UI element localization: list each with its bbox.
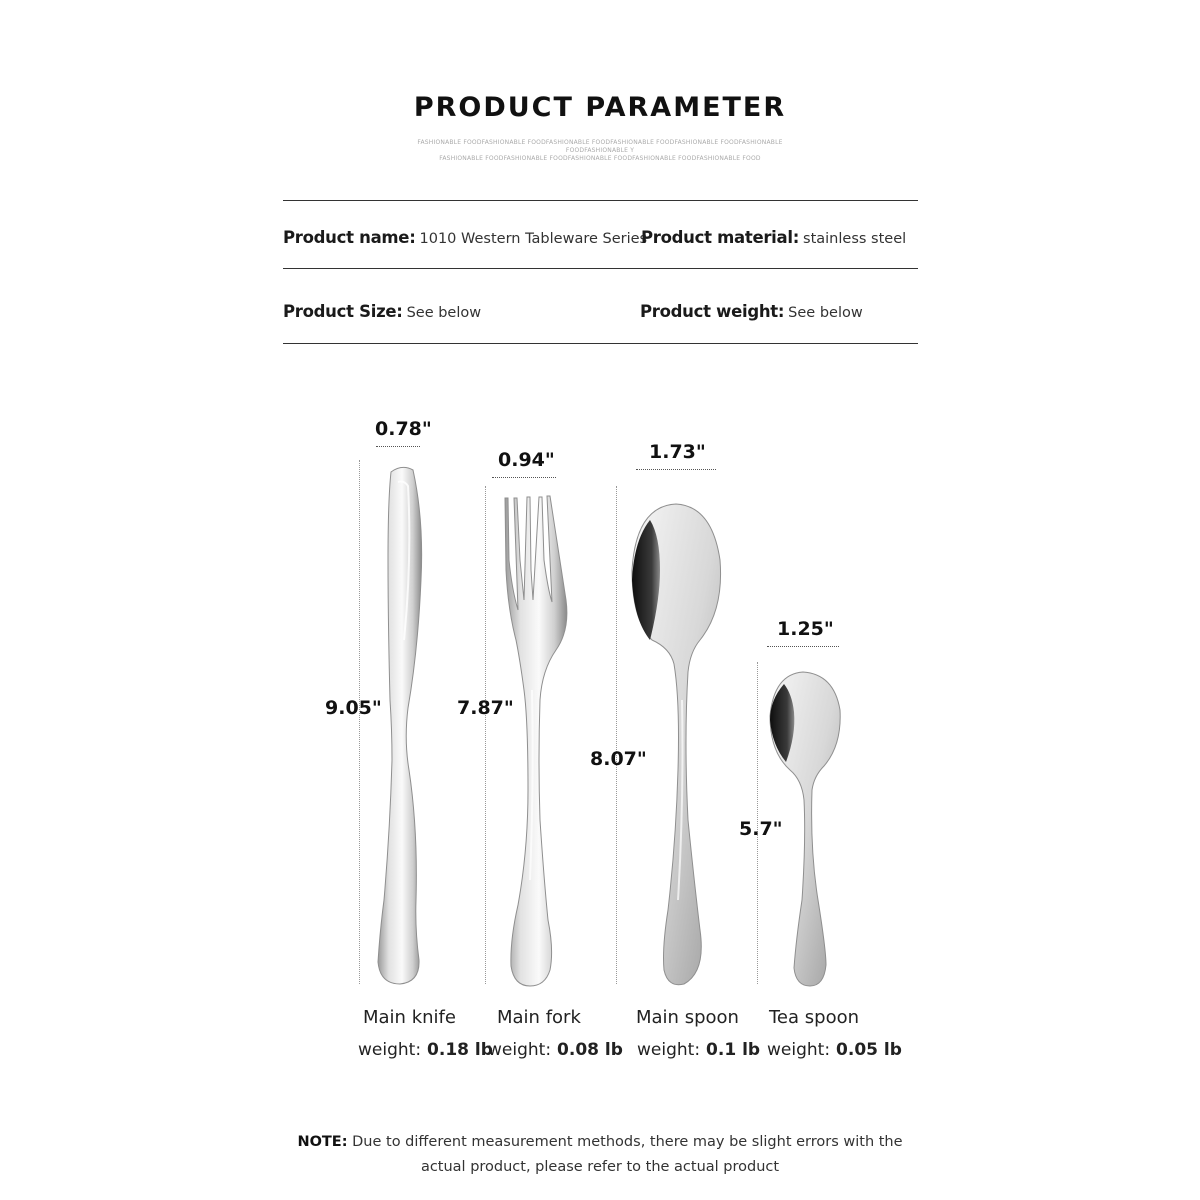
param-value: See below bbox=[406, 305, 482, 321]
subtitle-line-1: FASHIONABLE FOODFASHIONABLE FOODFASHIONABLE FOODFASHIONABLE FOODFASHIONABLE FOODFASHIONABLE FOODFASHIONABLE Y bbox=[417, 139, 783, 154]
param-label: Product name: bbox=[283, 228, 416, 247]
knife-length-label: 9.05" bbox=[325, 697, 382, 719]
knife-length-line bbox=[359, 460, 360, 984]
fork-width-label: 0.94" bbox=[498, 449, 555, 471]
spoon-weight bbox=[637, 1040, 760, 1060]
knife-icon bbox=[378, 467, 422, 984]
teaspoon-width-line bbox=[767, 646, 839, 647]
weight-value: 0.05 lb bbox=[836, 1040, 902, 1060]
fork-width-line bbox=[492, 477, 556, 478]
knife-weight bbox=[358, 1040, 493, 1060]
weight-value: 0.18 lb bbox=[427, 1040, 493, 1060]
param-label: Product Size: bbox=[283, 302, 403, 321]
note-text: Due to different measurement methods, there may be slight errors with the actual product, please refer to the actual product bbox=[352, 1134, 903, 1175]
teaspoon-name: Tea spoon bbox=[769, 1007, 859, 1028]
teaspoon-weight bbox=[767, 1040, 902, 1060]
spoon-length-label: 8.07" bbox=[590, 748, 647, 770]
knife-width-label: 0.78" bbox=[375, 418, 432, 440]
weight-label: weight: bbox=[767, 1040, 831, 1060]
spoon-icon bbox=[632, 504, 721, 985]
spoon-width-label: 1.73" bbox=[649, 441, 706, 463]
weight-value: 0.1 lb bbox=[706, 1040, 761, 1060]
param-value: 1010 Western Tableware Series bbox=[419, 231, 648, 247]
param-value: stainless steel bbox=[803, 231, 907, 247]
weight-label: weight: bbox=[488, 1040, 552, 1060]
fork-length-line bbox=[485, 486, 486, 984]
note-label: NOTE: bbox=[297, 1134, 348, 1150]
spoon-name: Main spoon bbox=[636, 1007, 739, 1028]
knife-name: Main knife bbox=[363, 1007, 456, 1028]
page-title: PRODUCT PARAMETER bbox=[413, 92, 787, 123]
param-label: Product weight: bbox=[640, 302, 785, 321]
spoon-width-line bbox=[636, 469, 716, 470]
weight-label: weight: bbox=[358, 1040, 422, 1060]
teaspoon-length-label: 5.7" bbox=[739, 818, 783, 840]
fork-icon bbox=[505, 496, 567, 986]
param-value: See below bbox=[788, 305, 863, 321]
weight-value: 0.08 lb bbox=[557, 1040, 623, 1060]
weight-label: weight: bbox=[637, 1040, 701, 1060]
fork-length-label: 7.87" bbox=[457, 697, 514, 719]
teaspoon-width-label: 1.25" bbox=[777, 618, 834, 640]
fork-name: Main fork bbox=[497, 1007, 581, 1028]
spoon-length-line bbox=[616, 486, 617, 984]
knife-width-line bbox=[376, 446, 420, 447]
measurement-note bbox=[280, 1130, 920, 1180]
subtitle-line-2: FASHIONABLE FOODFASHIONABLE FOODFASHIONABLE FOODFASHIONABLE FOODFASHIONABLE FOOD bbox=[439, 155, 761, 162]
fork-weight bbox=[488, 1040, 623, 1060]
param-label: Product material: bbox=[641, 228, 800, 247]
